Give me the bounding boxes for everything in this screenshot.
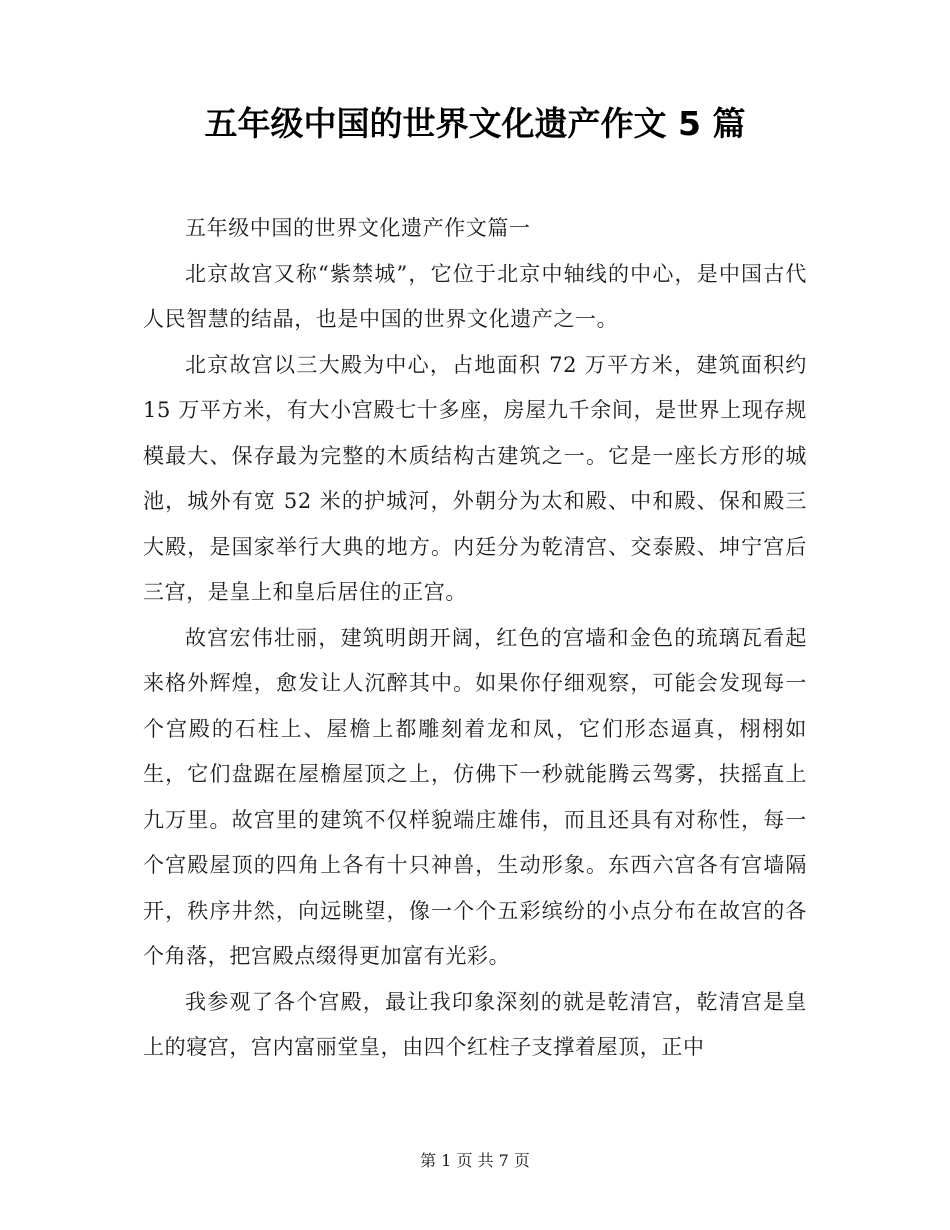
- document-title: 五年级中国的世界文化遗产作文 5 篇: [204, 104, 746, 143]
- page-number-footer: 第 1 页 共 7 页: [420, 1151, 530, 1170]
- paragraph: 北京故宫以三大殿为中心，占地面积 72 万平方米，建筑面积约 15 万平方米，有大小宫殿七十多座，房屋九千余间，是世界上现存规模最大、保存最为完整的木质结构古建筑之一。它是一座长方形的城池，城外有宽 52 米的护城河，外朝分为太和殿、中和殿、保和殿三大殿，是国家举行大典的地方。内廷分为乾清宫、交泰殿、坤宁宫后三宫，是皇上和皇后居住的正宫。: [143, 352, 807, 604]
- document-body: [143, 206, 807, 1071]
- paragraph: 我参观了各个宫殿，最让我印象深刻的就是乾清宫，乾清宫是皇上的寝宫，宫内富丽堂皇，由四个红柱子支撑着屋顶，正中: [143, 989, 807, 1059]
- paragraph: 故宫宏伟壮丽，建筑明朗开阔，红色的宫墙和金色的琉璃瓦看起来格外辉煌，愈发让人沉醉其中。如果你仔细观察，可能会发现每一个宫殿的石柱上、屋檐上都雕刻着龙和凤，它们形态逼真，栩栩如生，它们盘踞在屋檐屋顶之上，仿佛下一秒就能腾云驾雾，扶摇直上九万里。故宫里的建筑不仅样貌端庄雄伟，而且还具有对称性，每一个宫殿屋顶的四角上各有十只神兽，生动形象。东西六宫各有宫墙隔开，秩序井然，向远眺望，像一个个五彩缤纷的小点分布在故宫的各个角落，把宫殿点缀得更加富有光彩。: [143, 625, 807, 968]
- paragraph: 北京故宫又称“紫禁城”，它位于北京中轴线的中心，是中国古代人民智慧的结晶，也是中国的世界文化遗产之一。: [143, 261, 807, 331]
- section-heading: 五年级中国的世界文化遗产作文篇一: [185, 216, 531, 240]
